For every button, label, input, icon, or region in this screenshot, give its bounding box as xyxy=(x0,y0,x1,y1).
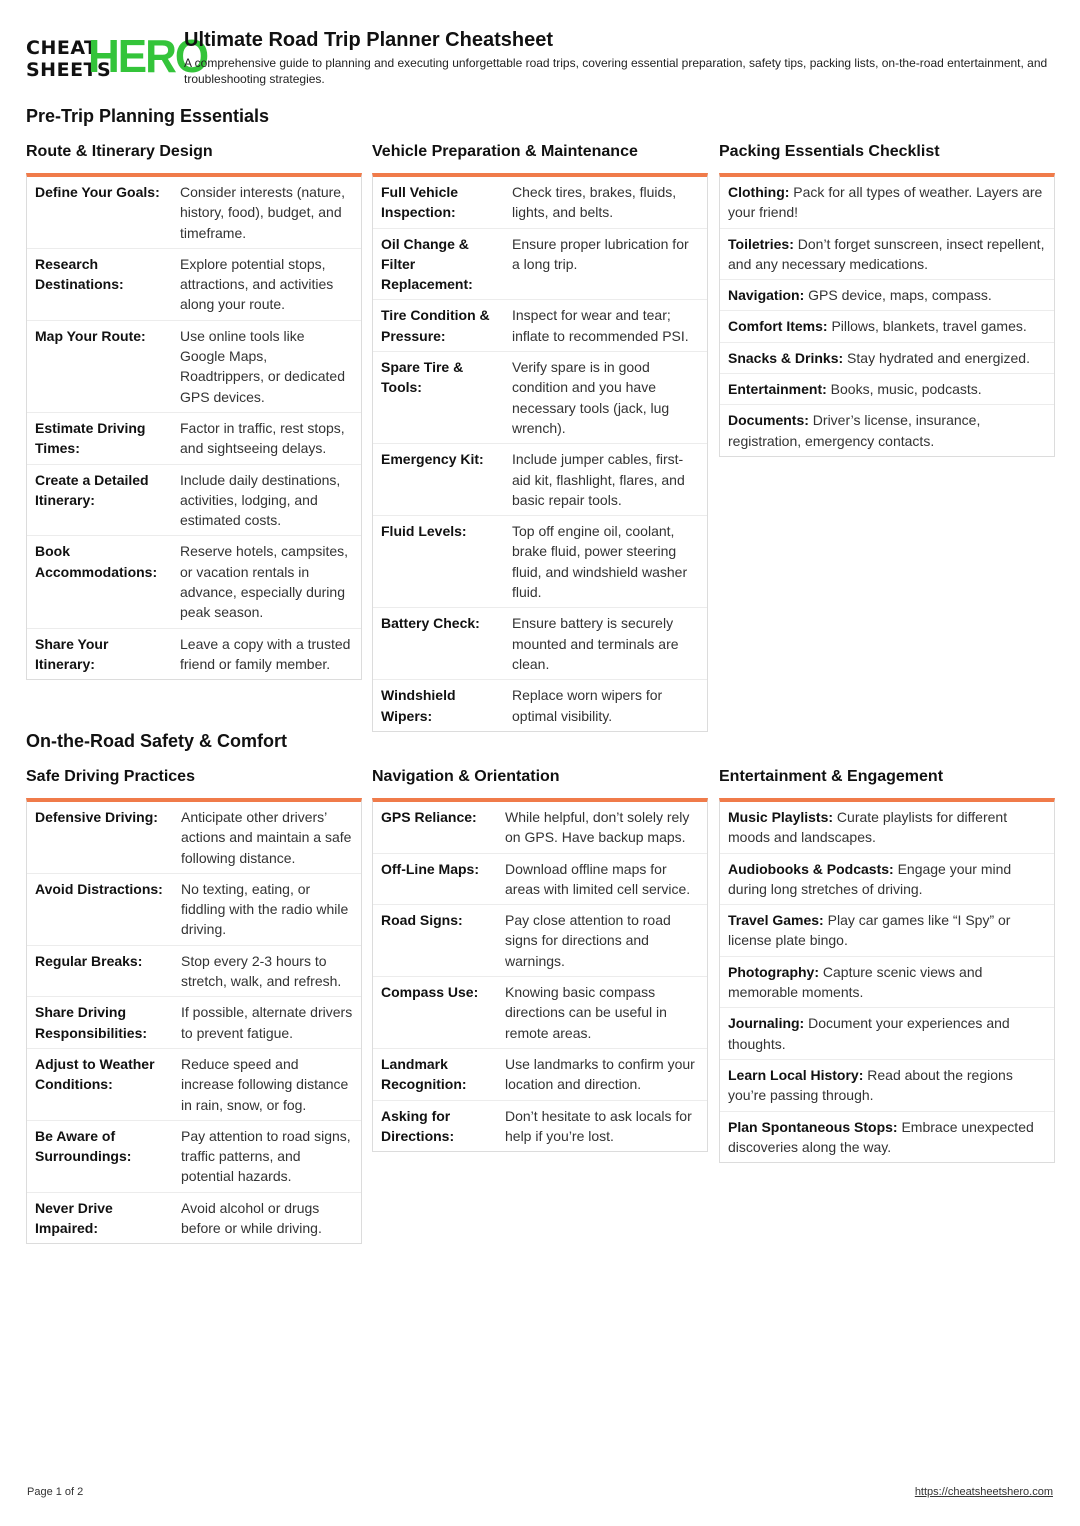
column-title: Navigation & Orientation xyxy=(372,768,560,785)
row-value: Pay close attention to road signs for directions and warnings. xyxy=(505,912,671,969)
item-text: Pillows, blankets, travel games. xyxy=(827,318,1027,335)
row-value: Stop every 2-3 hours to stretch, walk, and refresh. xyxy=(181,952,342,990)
item-text: GPS device, maps, compass. xyxy=(804,287,992,304)
page-subtitle: A comprehensive guide to planning and executing unforgettable road trips, covering essential preparation, safety tips, packing lists, on-the-road entertainment, and troubleshooting strategies. xyxy=(184,56,1048,86)
table-row xyxy=(373,300,707,352)
item-text: Read about the regions you’re passing through. xyxy=(728,1066,1013,1104)
row-value: Replace worn wipers for optimal visibility. xyxy=(512,687,663,724)
item-label: Audiobooks & Podcasts: xyxy=(728,860,894,877)
table-row xyxy=(373,516,707,608)
row-value: Reserve hotels, campsites, or vacation rentals in advance, especially during peak season. xyxy=(180,543,349,621)
row-value: Verify spare is in good condition and you have necessary tools (jack, lug wrench). xyxy=(512,359,670,436)
column-route-itinerary xyxy=(26,140,362,680)
section-title-on-the-road: On-the-Road Safety & Comfort xyxy=(26,731,287,751)
item-text: Engage your mind during long stretches of driving. xyxy=(728,860,1012,897)
column-navigation xyxy=(372,765,708,1152)
column-safe-driving xyxy=(26,765,362,1244)
logo-hero: HERO xyxy=(88,30,208,83)
navigation-table xyxy=(372,798,708,1152)
site-link[interactable]: https://cheatsheetshero.com xyxy=(914,1486,1053,1498)
row-value: Pay attention to road signs, traffic patterns, and potential hazards. xyxy=(181,1127,351,1185)
page-number: Page 1 of 2 xyxy=(27,1486,84,1498)
item-label: Documents: xyxy=(728,412,809,429)
row-label: Be Aware of Surroundings: xyxy=(35,1127,132,1165)
row-value: Ensure battery is securely mounted and terminals are clean. xyxy=(512,615,679,672)
list-item xyxy=(720,280,1054,311)
item-label: Clothing: xyxy=(728,184,790,200)
column-entertainment xyxy=(719,765,1055,1163)
table-row xyxy=(27,997,361,1049)
row-label: Full Vehicle Inspection: xyxy=(381,184,459,221)
table-row xyxy=(373,680,707,731)
route-itinerary-table xyxy=(26,173,362,680)
row-value: Knowing basic compass directions can be useful in remote areas. xyxy=(505,984,667,1041)
table-row xyxy=(373,854,707,906)
row-label: Estimate Driving Times: xyxy=(35,419,146,457)
table-row xyxy=(27,465,361,537)
list-item xyxy=(720,957,1054,1009)
table-row xyxy=(373,905,707,977)
section-title-pre-trip: Pre-Trip Planning Essentials xyxy=(26,106,270,126)
item-label: Navigation: xyxy=(728,287,805,304)
item-label: Plan Spontaneous Stops: xyxy=(728,1118,898,1135)
column-title: Vehicle Preparation & Maintenance xyxy=(372,143,638,160)
row-value: Ensure proper lubrication for a long trip. xyxy=(512,235,689,272)
row-label: Compass Use: xyxy=(381,984,479,1001)
column-title: Route & Itinerary Design xyxy=(26,143,213,160)
table-row xyxy=(373,1101,707,1152)
table-row xyxy=(373,1049,707,1101)
list-item xyxy=(720,1112,1054,1163)
item-text: Capture scenic views and memorable moments. xyxy=(728,963,983,1001)
table-row xyxy=(373,608,707,680)
row-value: No texting, eating, or fiddling with the radio while driving. xyxy=(181,880,349,938)
row-value: Use online tools like Google Maps, Roadtrippers, or dedicated GPS devices. xyxy=(180,327,345,405)
item-label: Travel Games: xyxy=(728,912,824,929)
table-row xyxy=(373,444,707,516)
table-row xyxy=(27,1049,361,1121)
row-label: Adjust to Weather Conditions: xyxy=(35,1055,155,1093)
row-label: Battery Check: xyxy=(381,615,480,632)
row-label: Emergency Kit: xyxy=(381,451,484,468)
row-value: Top off engine oil, coolant, brake fluid, power steering fluid, and windshield washer fluid. xyxy=(512,523,688,601)
column-title: Packing Essentials Checklist xyxy=(719,143,940,160)
row-label: Map Your Route: xyxy=(35,327,146,344)
table-row xyxy=(27,321,361,413)
item-label: Comfort Items: xyxy=(728,318,828,335)
row-value: Factor in traffic, rest stops, and sightseeing delays. xyxy=(180,419,345,457)
list-item xyxy=(720,311,1054,342)
vehicle-prep-table xyxy=(372,173,708,732)
table-row xyxy=(373,177,707,229)
table-row xyxy=(27,946,361,998)
row-label: Spare Tire & Tools: xyxy=(381,359,464,396)
row-value: Include jumper cables, first-aid kit, flashlight, flares, and basic repair tools. xyxy=(512,451,685,508)
row-label: Windshield Wipers: xyxy=(381,687,456,724)
item-text: Don’t forget sunscreen, insect repellent, and any necessary medications. xyxy=(728,235,1045,272)
row-label: Defensive Driving: xyxy=(35,809,158,825)
logo-line-cheat: CHEAT xyxy=(26,37,98,59)
table-row xyxy=(27,874,361,946)
column-title: Entertainment & Engagement xyxy=(719,768,944,785)
item-text: Driver’s license, insurance, registration, emergency contacts. xyxy=(728,412,981,449)
item-text: Books, music, podcasts. xyxy=(826,381,982,398)
row-label: Never Drive Impaired: xyxy=(35,1199,113,1237)
column-vehicle-prep xyxy=(372,140,708,732)
row-value: Include daily destinations, activities, lodging, and estimated costs. xyxy=(180,471,341,529)
row-value: While helpful, don’t solely rely on GPS. Have backup maps. xyxy=(505,809,690,846)
item-label: Music Playlists: xyxy=(728,809,834,825)
table-row xyxy=(373,802,707,854)
list-item xyxy=(720,1008,1054,1060)
packing-list xyxy=(719,173,1055,457)
item-text: Document your experiences and thoughts. xyxy=(728,1015,1010,1052)
list-item xyxy=(720,229,1054,281)
table-row xyxy=(373,977,707,1049)
row-label: Oil Change & Filter Replacement: xyxy=(381,235,473,293)
row-label: Share Your Itinerary: xyxy=(35,635,109,672)
item-text: Play car games like “I Spy” or license plate bingo. xyxy=(728,912,1011,949)
item-text: Embrace unexpected discoveries along the way. xyxy=(728,1118,1034,1155)
row-value: Use landmarks to confirm your location and direction. xyxy=(505,1055,695,1093)
row-label: Regular Breaks: xyxy=(35,952,143,969)
row-label: Research Destinations: xyxy=(35,255,124,293)
row-value: Explore potential stops, attractions, and activities along your route. xyxy=(180,255,334,313)
item-text: Stay hydrated and energized. xyxy=(843,349,1030,366)
item-label: Photography: xyxy=(728,963,819,980)
item-label: Snacks & Drinks: xyxy=(728,349,844,366)
row-label: Fluid Levels: xyxy=(381,523,467,540)
row-label: Asking for Directions: xyxy=(381,1107,455,1144)
table-row xyxy=(27,413,361,465)
row-label: Off-Line Maps: xyxy=(381,860,479,877)
row-value: Check tires, brakes, fluids, lights, and belts. xyxy=(512,184,677,221)
row-label: Share Driving Responsibilities: xyxy=(35,1004,148,1041)
item-label: Journaling: xyxy=(728,1015,805,1032)
table-row xyxy=(27,249,361,321)
list-item xyxy=(720,802,1054,854)
table-row xyxy=(373,229,707,301)
row-label: Landmark Recognition: xyxy=(381,1055,467,1093)
list-item xyxy=(720,343,1054,374)
row-label: GPS Reliance: xyxy=(381,809,477,825)
row-label: Avoid Distractions: xyxy=(35,880,163,897)
row-value: Reduce speed and increase following distance in rain, snow, or fog. xyxy=(181,1055,349,1113)
item-text: Pack for all types of weather. Layers are your friend! xyxy=(728,184,1043,221)
page-title: Ultimate Road Trip Planner Cheatsheet xyxy=(184,29,553,51)
item-label: Toiletries: xyxy=(728,235,794,252)
row-label: Define Your Goals: xyxy=(35,184,160,200)
entertainment-list xyxy=(719,798,1055,1163)
table-row xyxy=(27,629,361,680)
title-block xyxy=(184,28,1064,87)
row-value: Leave a copy with a trusted friend or family member. xyxy=(180,635,351,672)
list-item xyxy=(720,1060,1054,1112)
table-row xyxy=(27,1121,361,1193)
list-item xyxy=(720,374,1054,405)
list-item xyxy=(720,177,1054,229)
row-label: Tire Condition & Pressure: xyxy=(381,307,490,344)
row-value: Download offline maps for areas with limited cell service. xyxy=(505,860,691,897)
list-item xyxy=(720,905,1054,957)
table-row xyxy=(373,352,707,444)
column-title: Safe Driving Practices xyxy=(26,768,195,785)
row-label: Create a Detailed Itinerary: xyxy=(35,471,149,508)
table-row xyxy=(27,177,361,249)
row-value: Inspect for wear and tear; inflate to recommended PSI. xyxy=(512,307,689,344)
row-label: Book Accommodations: xyxy=(35,543,158,580)
safe-driving-table xyxy=(26,798,362,1244)
item-text: Curate playlists for different moods and landscapes. xyxy=(728,809,1008,846)
row-value: Don’t hesitate to ask locals for help if you’re lost. xyxy=(505,1107,692,1144)
item-label: Entertainment: xyxy=(728,381,827,398)
list-item xyxy=(720,854,1054,906)
row-value: Avoid alcohol or drugs before or while driving. xyxy=(181,1199,322,1237)
logo-line-sheets: SHEETS xyxy=(26,59,112,81)
column-packing xyxy=(719,140,1055,457)
row-value: If possible, alternate drivers to prevent fatigue. xyxy=(181,1004,353,1041)
table-row xyxy=(27,802,361,874)
row-label: Road Signs: xyxy=(381,912,463,929)
cheatsheetshero-logo[interactable] xyxy=(26,30,208,83)
list-item xyxy=(720,405,1054,456)
table-row xyxy=(27,1193,361,1244)
row-value: Anticipate other drivers’ actions and maintain a safe following distance. xyxy=(181,809,352,866)
row-value: Consider interests (nature, history, food), budget, and timeframe. xyxy=(180,184,345,241)
table-row xyxy=(27,536,361,628)
item-label: Learn Local History: xyxy=(728,1066,864,1083)
